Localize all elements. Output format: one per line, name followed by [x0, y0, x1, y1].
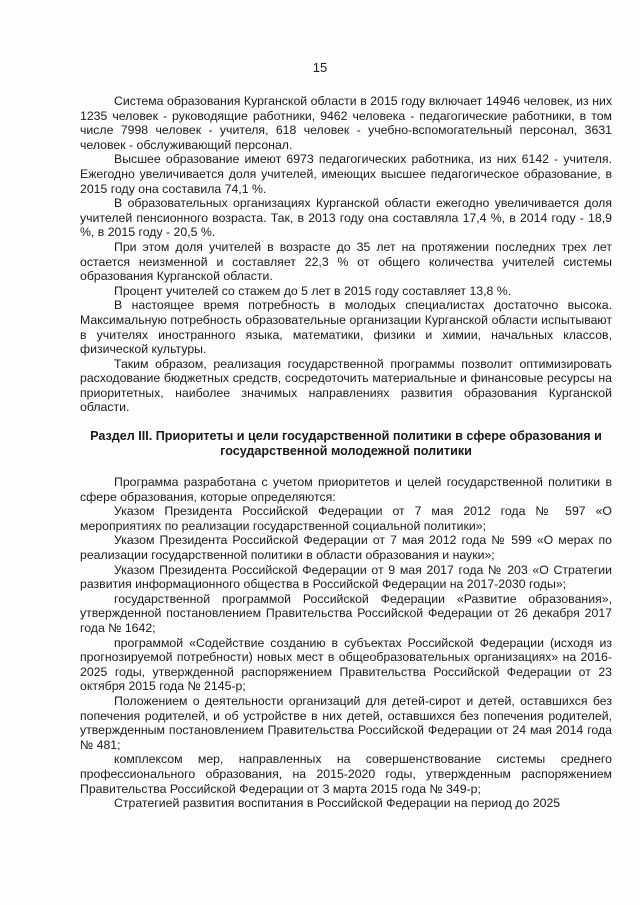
- paragraph: комплексом мер, направленных на совершенствование системы среднего профессионального образования, на 2015-2020 годы, утвержденным распоряжением Правительства Российской Федерации от 3 марта 2015 года № 349-р;: [80, 752, 612, 796]
- paragraph: Процент учителей со стажем до 5 лет в 2015 году составляет 13,8 %.: [114, 283, 512, 298]
- paragraph: программой «Содействие созданию в субъектах Российской Федерации (исходя из прогнозируемой потребности) новых мест в общеобразовательных организациях» на 2016-2025 годы, утвержденной распоряжением Правительства Российской Федерации от 23 октября 2015 года № 2145-р;: [80, 635, 612, 694]
- paragraph: Указом Президента Российской Федерации от 7 мая 2012 года № 599 «О мерах по реализации государственной политики в области образования и науки»;: [80, 533, 612, 563]
- paragraph: Высшее образование имеют 6973 педагогических работника, из них 6142 - учителя. Ежегодно увеличивается доля учителей, имеющих высшее педагогическое образование, в 2015 году она составила 74,1 %.: [80, 152, 612, 196]
- document-body: [80, 94, 612, 811]
- paragraph: В образовательных организациях Курганской области ежегодно увеличивается доля учителей пенсионного возраста. Так, в 2013 году она составляла 17,4 %, в 2014 году - 18,9 %, в 2015 году - 20,5 %.: [80, 196, 612, 240]
- paragraph: государственной программой Российской Федерации «Развитие образования», утвержденной постановлением Правительства Российской Федерации от 26 декабря 2017 года № 1642;: [80, 591, 612, 635]
- paragraph: Стратегией развития воспитания в Российской Федерации на период до 2025: [114, 796, 561, 811]
- paragraph: Таким образом, реализация государственной программы позволит оптимизировать расходование бюджетных средств, сосредоточить материальные и финансовые ресурсы на приоритетных, наиболее значимых направлениях развития образования Курганской области.: [80, 356, 612, 415]
- paragraph: В настоящее время потребность в молодых специалистах достаточно высока. Максимальную потребность образовательные организации Курганской области испытывают в учителях иностранного языка, математики, физики и химии, начальных классов, физической культуры.: [80, 298, 612, 357]
- section-heading: Раздел III. Приоритеты и цели государственной политики в сфере образования и государственной молодежной политики: [90, 429, 602, 459]
- page-number: 15: [312, 60, 328, 75]
- paragraph: Система образования Курганской области в 2015 году включает 14946 человек, из них 1235 человек - руководящие работники, 9462 человека - педагогические работники, в том числе 7998 человек - учителя, 618 человек - учебно-вспомогательный персонал, 3631 человек - обслуживающий персонал.: [80, 94, 612, 152]
- paragraph: При этом доля учителей в возрасте до 35 лет на протяжении последних трех лет остается неизменной и составляет 22,3 % от общего количества учителей системы образования Курганской области.: [80, 239, 612, 284]
- paragraph: Программа разработана с учетом приоритетов и целей государственной политики в сфере образования, которые определяются:: [80, 475, 612, 504]
- paragraph: Положением о деятельности организаций для детей-сирот и детей, оставшихся без попечения родителей, и об устройстве в них детей, оставшихся без попечения родителей, утвержденным постановлением Правительства Российской Федерации от 24 мая 2014 года № 481;: [80, 693, 612, 752]
- paragraph: Указом Президента Российской Федерации от 9 мая 2017 года № 203 «О Стратегии развития информационного общества в Российской Федерации на 2017-2030 годы»;: [80, 562, 612, 592]
- paragraph: Указом Президента Российской Федерации от 7 мая 2012 года № 597 «О мероприятиях по реализации государственной социальной политики»;: [80, 504, 612, 533]
